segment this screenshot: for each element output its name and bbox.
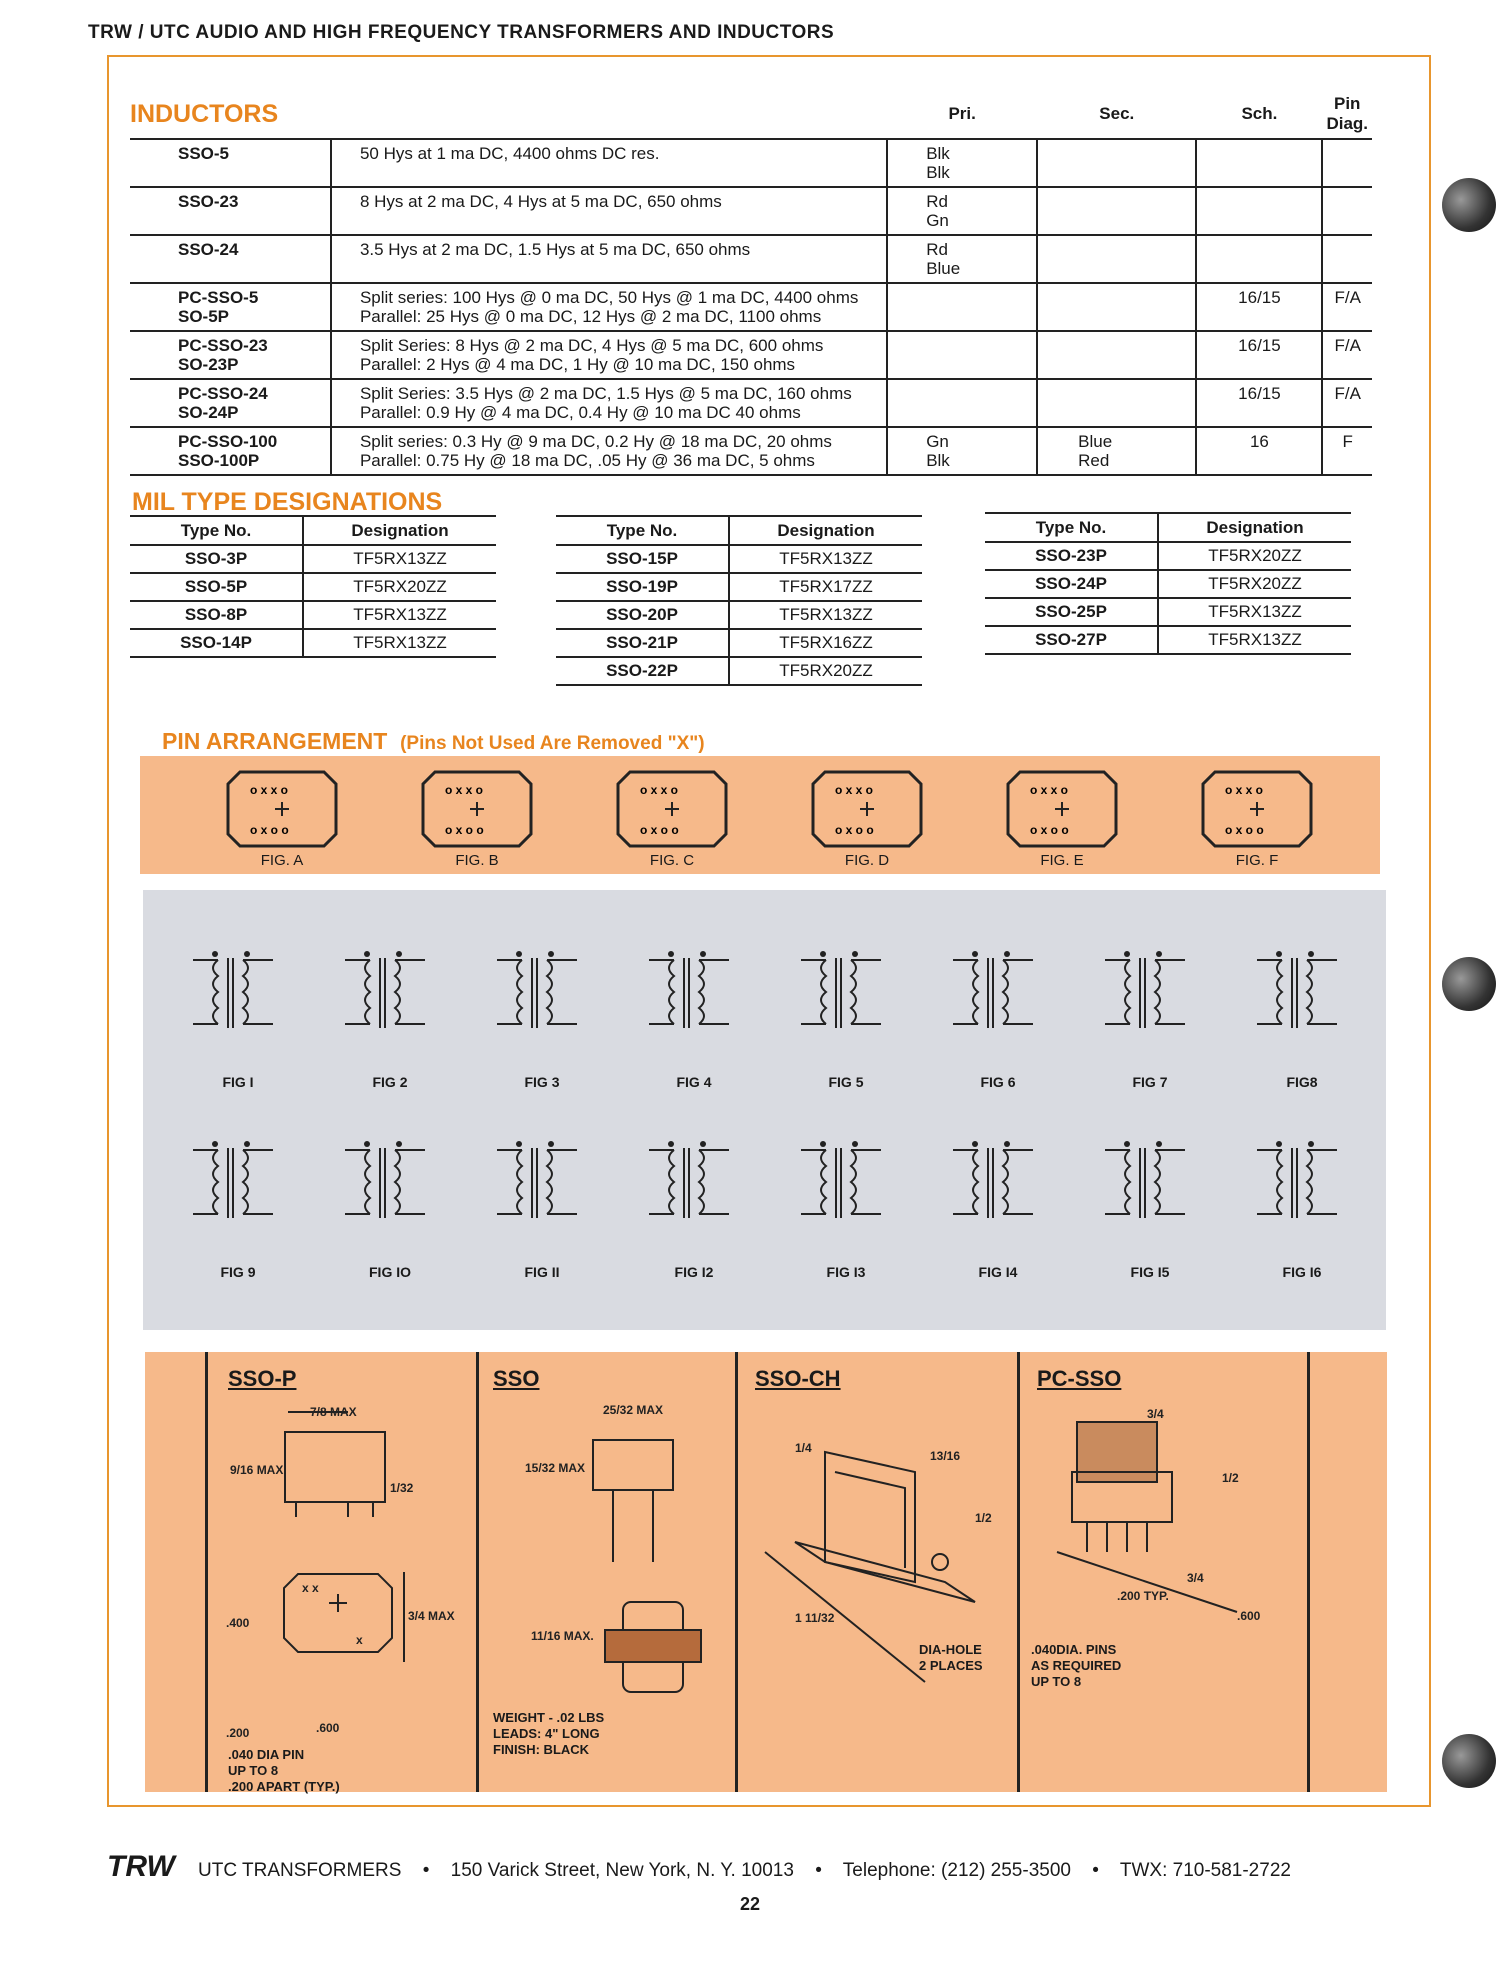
schematic-label: FIG I4 — [978, 1264, 1018, 1280]
inductor-type-cell: PC-SSO-24 SO-24P — [130, 379, 331, 427]
col-sch: Sch. — [1196, 88, 1322, 139]
inductor-row — [130, 139, 1372, 187]
schematic-label: FIG 7 — [1132, 1074, 1168, 1090]
svg-text:o x x o: o x x o — [1225, 783, 1264, 797]
col-sec: Sec. — [1037, 88, 1196, 139]
col-pin-diag: Pin Diag. — [1322, 88, 1372, 139]
pin-diagram-icon — [805, 766, 929, 852]
schematic-label: FIG IO — [369, 1264, 411, 1280]
pin-diagram-icon — [610, 766, 734, 852]
inductor-sec-cell — [1037, 379, 1196, 427]
inductor-sec-cell: Blue Red — [1037, 427, 1196, 475]
schematic-fig — [163, 1120, 313, 1280]
sso-ch-note: DIA-HOLE 2 PLACES — [919, 1642, 983, 1673]
panel-title: SSO-CH — [755, 1366, 841, 1391]
svg-text:o x x o: o x x o — [640, 783, 679, 797]
panel-sso-p — [205, 1352, 479, 1792]
inductor-sec-cell — [1037, 283, 1196, 331]
inductor-row — [130, 235, 1372, 283]
mil-col-designation: Designation — [729, 516, 922, 545]
mil-type-cell: SSO-24P — [985, 570, 1158, 598]
schematic-fig — [1227, 1120, 1377, 1280]
inductor-pin-cell: F/A — [1322, 379, 1372, 427]
panel-title: SSO-P — [228, 1366, 297, 1391]
inductor-desc-cell: Split series: 0.3 Hy @ 9 ma DC, 0.2 Hy @ 18 ma DC, 20 ohms Parallel: 0.75 Hy @ 18 ma DC, .05 Hy @ 36 ma DC, 5 ohms — [331, 427, 887, 475]
inductor-pri-cell — [887, 379, 1037, 427]
sso-note: WEIGHT - .02 LBS LEADS: 4" LONG FINISH: BLACK — [493, 1710, 605, 1757]
transformer-schematic-icon — [1075, 1120, 1225, 1260]
inductor-sec-cell — [1037, 187, 1196, 235]
svg-text:9/16 MAX: 9/16 MAX — [230, 1463, 284, 1477]
svg-text:o x o o: o x o o — [1225, 823, 1264, 837]
footer-brand: TRW — [107, 1850, 175, 1883]
schematic-fig — [467, 1120, 617, 1280]
mil-row — [556, 657, 922, 685]
schematics-band — [143, 890, 1386, 1330]
transformer-schematic-icon — [923, 930, 1073, 1070]
schematic-label: FIG 4 — [676, 1074, 712, 1090]
pin-diagram-icon — [1000, 766, 1124, 852]
inductor-pin-cell: F/A — [1322, 283, 1372, 331]
schematic-fig — [163, 930, 313, 1090]
svg-text:o x x o: o x x o — [1030, 783, 1069, 797]
footer-twx: TWX: 710-581-2722 — [1119, 1860, 1291, 1881]
mil-row — [985, 626, 1351, 654]
svg-text:1 11/32: 1 11/32 — [795, 1611, 835, 1625]
inductor-sec-cell — [1037, 331, 1196, 379]
inductor-sch-cell: 16/15 — [1196, 283, 1322, 331]
mil-row — [985, 598, 1351, 626]
inductor-pin-cell: F/A — [1322, 331, 1372, 379]
schematic-label: FIG 5 — [828, 1074, 864, 1090]
mil-row — [556, 545, 922, 573]
mechanical-drawings-band — [145, 1352, 1387, 1792]
svg-text:o x x o: o x x o — [250, 783, 289, 797]
pin-arrangement-title — [162, 728, 705, 755]
inductor-pri-cell: Rd Blue — [887, 235, 1037, 283]
svg-text:o x x o: o x x o — [445, 783, 484, 797]
schematic-fig — [1075, 930, 1225, 1090]
inductors-table — [130, 88, 1372, 476]
svg-text:.600: .600 — [1237, 1609, 1261, 1623]
pin-fig — [220, 766, 344, 870]
inductor-row — [130, 187, 1372, 235]
inductor-pin-cell — [1322, 139, 1372, 187]
mil-type-cell: SSO-20P — [556, 601, 729, 629]
svg-text:25/32 MAX: 25/32 MAX — [603, 1403, 664, 1417]
mil-designation-cell: TF5RX13ZZ — [729, 601, 922, 629]
svg-text:13/16: 13/16 — [930, 1449, 961, 1463]
transformer-schematic-icon — [467, 930, 617, 1070]
mil-type-cell: SSO-19P — [556, 573, 729, 601]
mil-designation-cell: TF5RX13ZZ — [303, 629, 496, 657]
inductor-type-cell: SSO-23 — [130, 187, 331, 235]
inductor-type-cell: SSO-5 — [130, 139, 331, 187]
mil-designation-cell: TF5RX13ZZ — [729, 545, 922, 573]
svg-text:15/32 MAX: 15/32 MAX — [525, 1461, 586, 1475]
inductor-pri-cell — [887, 331, 1037, 379]
inductor-pri-cell: Blk Blk — [887, 139, 1037, 187]
schematic-label: FIG I2 — [674, 1264, 714, 1280]
page-header: TRW / UTC AUDIO AND HIGH FREQUENCY TRANSFORMERS AND INDUCTORS — [88, 22, 835, 43]
transformer-schematic-icon — [619, 1120, 769, 1260]
svg-text:.600: .600 — [316, 1721, 340, 1735]
inductor-desc-cell: 50 Hys at 1 ma DC, 4400 ohms DC res. — [331, 139, 887, 187]
mil-designation-cell: TF5RX13ZZ — [303, 601, 496, 629]
mil-designation-cell: TF5RX13ZZ — [1158, 626, 1351, 654]
mil-table — [556, 515, 922, 686]
schematic-fig — [619, 1120, 769, 1280]
mil-type-cell: SSO-14P — [130, 629, 303, 657]
mil-row — [985, 542, 1351, 570]
transformer-schematic-icon — [771, 930, 921, 1070]
binder-hole — [1442, 957, 1496, 1011]
inductor-row — [130, 379, 1372, 427]
inductor-desc-cell: Split series: 100 Hys @ 0 ma DC, 50 Hys @ 1 ma DC, 4400 ohms Parallel: 25 Hys @ 0 ma DC, 12 Hys @ 2 ma DC, 1100 ohms — [331, 283, 887, 331]
svg-text:.400: .400 — [226, 1616, 250, 1630]
mil-col-designation: Designation — [1158, 513, 1351, 542]
transformer-schematic-icon — [315, 930, 465, 1070]
panel-title: PC-SSO — [1037, 1366, 1122, 1391]
mil-type-cell: SSO-5P — [130, 573, 303, 601]
pin-fig-label: FIG. A — [260, 852, 304, 869]
mil-designation-cell: TF5RX20ZZ — [303, 573, 496, 601]
pin-arrangement-band — [140, 756, 1380, 874]
svg-text:o x o o: o x o o — [1030, 823, 1069, 837]
pin-fig-label: FIG. C — [649, 852, 695, 869]
svg-text:o x o o: o x o o — [250, 823, 289, 837]
inductor-row — [130, 331, 1372, 379]
mil-designation-cell: TF5RX16ZZ — [729, 629, 922, 657]
mil-type-cell: SSO-21P — [556, 629, 729, 657]
schematic-fig — [923, 930, 1073, 1090]
transformer-schematic-icon — [163, 930, 313, 1070]
transformer-schematic-icon — [771, 1120, 921, 1260]
footer-address: 150 Varick Street, New York, N. Y. 10013 — [450, 1860, 794, 1881]
schematic-label: FIG I3 — [826, 1264, 866, 1280]
schematic-label: FIG 2 — [372, 1074, 408, 1090]
pin-fig — [415, 766, 539, 870]
svg-text:1/4: 1/4 — [795, 1441, 812, 1455]
mil-type-cell: SSO-3P — [130, 545, 303, 573]
mil-type-cell: SSO-23P — [985, 542, 1158, 570]
inductor-pin-cell — [1322, 235, 1372, 283]
mil-designation-cell: TF5RX20ZZ — [1158, 570, 1351, 598]
mil-table — [985, 512, 1351, 655]
pin-arrangement-heading: PIN ARRANGEMENT — [162, 728, 388, 754]
mil-designation-cell: TF5RX13ZZ — [1158, 598, 1351, 626]
pc-sso-note: .040DIA. PINS AS REQUIRED UP TO 8 — [1031, 1642, 1122, 1689]
transformer-schematic-icon — [163, 1120, 313, 1260]
transformer-schematic-icon — [1227, 1120, 1377, 1260]
mil-row — [130, 601, 496, 629]
inductor-sch-cell: 16 — [1196, 427, 1322, 475]
binder-hole — [1442, 178, 1496, 232]
pin-diagram-icon — [415, 766, 539, 852]
mil-title: MIL TYPE DESIGNATIONS — [132, 488, 443, 516]
schematic-label: FIG I5 — [1130, 1264, 1170, 1280]
inductor-row — [130, 283, 1372, 331]
schematic-fig — [923, 1120, 1073, 1280]
mil-row — [556, 601, 922, 629]
schematic-fig — [315, 930, 465, 1090]
svg-text:1/2: 1/2 — [1222, 1471, 1239, 1485]
svg-text:.200 TYP.: .200 TYP. — [1117, 1589, 1169, 1603]
pin-fig — [1195, 766, 1319, 870]
mil-row — [985, 570, 1351, 598]
mil-designation-cell: TF5RX20ZZ — [729, 657, 922, 685]
pc-sso-drawing — [1017, 1352, 1307, 1792]
inductor-sec-cell — [1037, 139, 1196, 187]
mil-type-cell: SSO-8P — [130, 601, 303, 629]
panel-sso — [473, 1352, 738, 1792]
pin-diagram-icon — [220, 766, 344, 852]
inductor-type-cell: SSO-24 — [130, 235, 331, 283]
svg-text:1/32: 1/32 — [390, 1481, 414, 1495]
col-pri: Pri. — [887, 88, 1037, 139]
inductor-type-cell: PC-SSO-100 SSO-100P — [130, 427, 331, 475]
svg-text:3/4 MAX: 3/4 MAX — [408, 1609, 455, 1623]
inductor-desc-cell: 3.5 Hys at 2 ma DC, 1.5 Hys at 5 ma DC, 650 ohms — [331, 235, 887, 283]
transformer-schematic-icon — [1227, 930, 1377, 1070]
mil-col-type: Type No. — [556, 516, 729, 545]
sso-ch-drawing — [735, 1352, 1017, 1792]
inductor-pin-cell — [1322, 187, 1372, 235]
panel-sso-ch — [735, 1352, 1020, 1792]
transformer-schematic-icon — [467, 1120, 617, 1260]
schematic-label: FIG 6 — [980, 1074, 1016, 1090]
mil-row — [556, 573, 922, 601]
schematic-label: FIG 3 — [524, 1074, 560, 1090]
pin-fig-label: FIG. D — [844, 852, 890, 869]
inductor-type-cell: PC-SSO-23 SO-23P — [130, 331, 331, 379]
pin-fig — [1000, 766, 1124, 870]
mil-type-cell: SSO-25P — [985, 598, 1158, 626]
inductors-title: INDUCTORS — [130, 99, 279, 128]
svg-text:3/4: 3/4 — [1187, 1571, 1204, 1585]
inductor-sch-cell — [1196, 139, 1322, 187]
svg-text:o x o o: o x o o — [640, 823, 679, 837]
schematic-label: FIG II — [524, 1264, 560, 1280]
svg-text:o x o o: o x o o — [835, 823, 874, 837]
transformer-schematic-icon — [315, 1120, 465, 1260]
panel-pc-sso — [1017, 1352, 1310, 1792]
mil-type-cell: SSO-15P — [556, 545, 729, 573]
svg-text:o x o o: o x o o — [445, 823, 484, 837]
pin-fig-label: FIG. F — [1235, 852, 1279, 869]
footer-company: UTC TRANSFORMERS — [198, 1860, 402, 1881]
mil-type-cell: SSO-22P — [556, 657, 729, 685]
svg-text:.200: .200 — [226, 1726, 250, 1740]
pin-diagram-icon — [1195, 766, 1319, 852]
inductor-sch-cell: 16/15 — [1196, 331, 1322, 379]
page-number: 22 — [739, 1894, 761, 1914]
inductor-pri-cell: Gn Blk — [887, 427, 1037, 475]
pin-fig — [610, 766, 734, 870]
inductor-desc-cell: 8 Hys at 2 ma DC, 4 Hys at 5 ma DC, 650 ohms — [331, 187, 887, 235]
mil-row — [556, 629, 922, 657]
binder-hole — [1442, 1734, 1496, 1788]
mil-row — [130, 573, 496, 601]
mil-type-cell: SSO-27P — [985, 626, 1158, 654]
inductor-desc-cell: Split Series: 3.5 Hys @ 2 ma DC, 1.5 Hys @ 5 ma DC, 160 ohms Parallel: 0.9 Hy @ 4 ma DC, 0.4 Hy @ 10 ma DC 40 ohms — [331, 379, 887, 427]
svg-text:x x: x x — [302, 1581, 319, 1595]
sso-p-drawing — [208, 1352, 476, 1792]
pin-fig — [805, 766, 929, 870]
schematic-fig — [1227, 930, 1377, 1090]
schematic-label: FIG8 — [1286, 1074, 1318, 1090]
schematic-fig — [771, 930, 921, 1090]
mil-row — [130, 545, 496, 573]
schematic-label: FIG I — [222, 1074, 254, 1090]
schematic-fig — [619, 930, 769, 1090]
inductor-sch-cell — [1196, 187, 1322, 235]
mil-designation-cell: TF5RX17ZZ — [729, 573, 922, 601]
svg-text:3/4: 3/4 — [1147, 1407, 1164, 1421]
schematic-fig — [1075, 1120, 1225, 1280]
svg-text:1/2: 1/2 — [975, 1511, 992, 1525]
svg-text:7/8 MAX: 7/8 MAX — [310, 1405, 357, 1419]
mil-col-type: Type No. — [985, 513, 1158, 542]
mil-designation-cell: TF5RX13ZZ — [303, 545, 496, 573]
inductor-sch-cell — [1196, 235, 1322, 283]
inductor-type-cell: PC-SSO-5 SO-5P — [130, 283, 331, 331]
mil-row — [130, 629, 496, 657]
pin-fig-label: FIG. B — [455, 852, 499, 869]
schematic-fig — [771, 1120, 921, 1280]
schematic-fig — [315, 1120, 465, 1280]
inductor-pri-cell: Rd Gn — [887, 187, 1037, 235]
schematic-label: FIG 9 — [220, 1264, 256, 1280]
inductor-pri-cell — [887, 283, 1037, 331]
sso-p-note: .040 DIA PIN UP TO 8 .200 APART (TYP.) — [228, 1747, 340, 1794]
transformer-schematic-icon — [1075, 930, 1225, 1070]
pin-fig-label: FIG. E — [1040, 852, 1084, 869]
inductor-pin-cell: F — [1322, 427, 1372, 475]
schematic-fig — [467, 930, 617, 1090]
mil-designation-cell: TF5RX20ZZ — [1158, 542, 1351, 570]
panel-title: SSO — [493, 1366, 540, 1391]
inductor-desc-cell: Split Series: 8 Hys @ 2 ma DC, 4 Hys @ 5 ma DC, 600 ohms Parallel: 2 Hys @ 4 ma DC, 1 Hy @ 10 ma DC, 150 ohms — [331, 331, 887, 379]
transformer-schematic-icon — [619, 930, 769, 1070]
svg-text:o x x o: o x x o — [835, 783, 874, 797]
inductor-sch-cell: 16/15 — [1196, 379, 1322, 427]
footer: TRW UTC TRANSFORMERS • 150 Varick Street, New York, N. Y. 10013 • Telephone: (212) 255-3500 • TWX: 710-581-2722 — [107, 1850, 1291, 1883]
svg-text:x: x — [356, 1633, 363, 1647]
inductor-row — [130, 427, 1372, 475]
mil-table — [130, 515, 496, 658]
transformer-schematic-icon — [923, 1120, 1073, 1260]
inductor-sec-cell — [1037, 235, 1196, 283]
footer-phone: Telephone: (212) 255-3500 — [842, 1860, 1071, 1881]
pin-arrangement-subtitle: (Pins Not Used Are Removed "X") — [400, 733, 705, 754]
svg-text:11/16 MAX.: 11/16 MAX. — [531, 1629, 594, 1643]
schematic-label: FIG I6 — [1282, 1264, 1322, 1280]
mil-col-type: Type No. — [130, 516, 303, 545]
mil-col-designation: Designation — [303, 516, 496, 545]
